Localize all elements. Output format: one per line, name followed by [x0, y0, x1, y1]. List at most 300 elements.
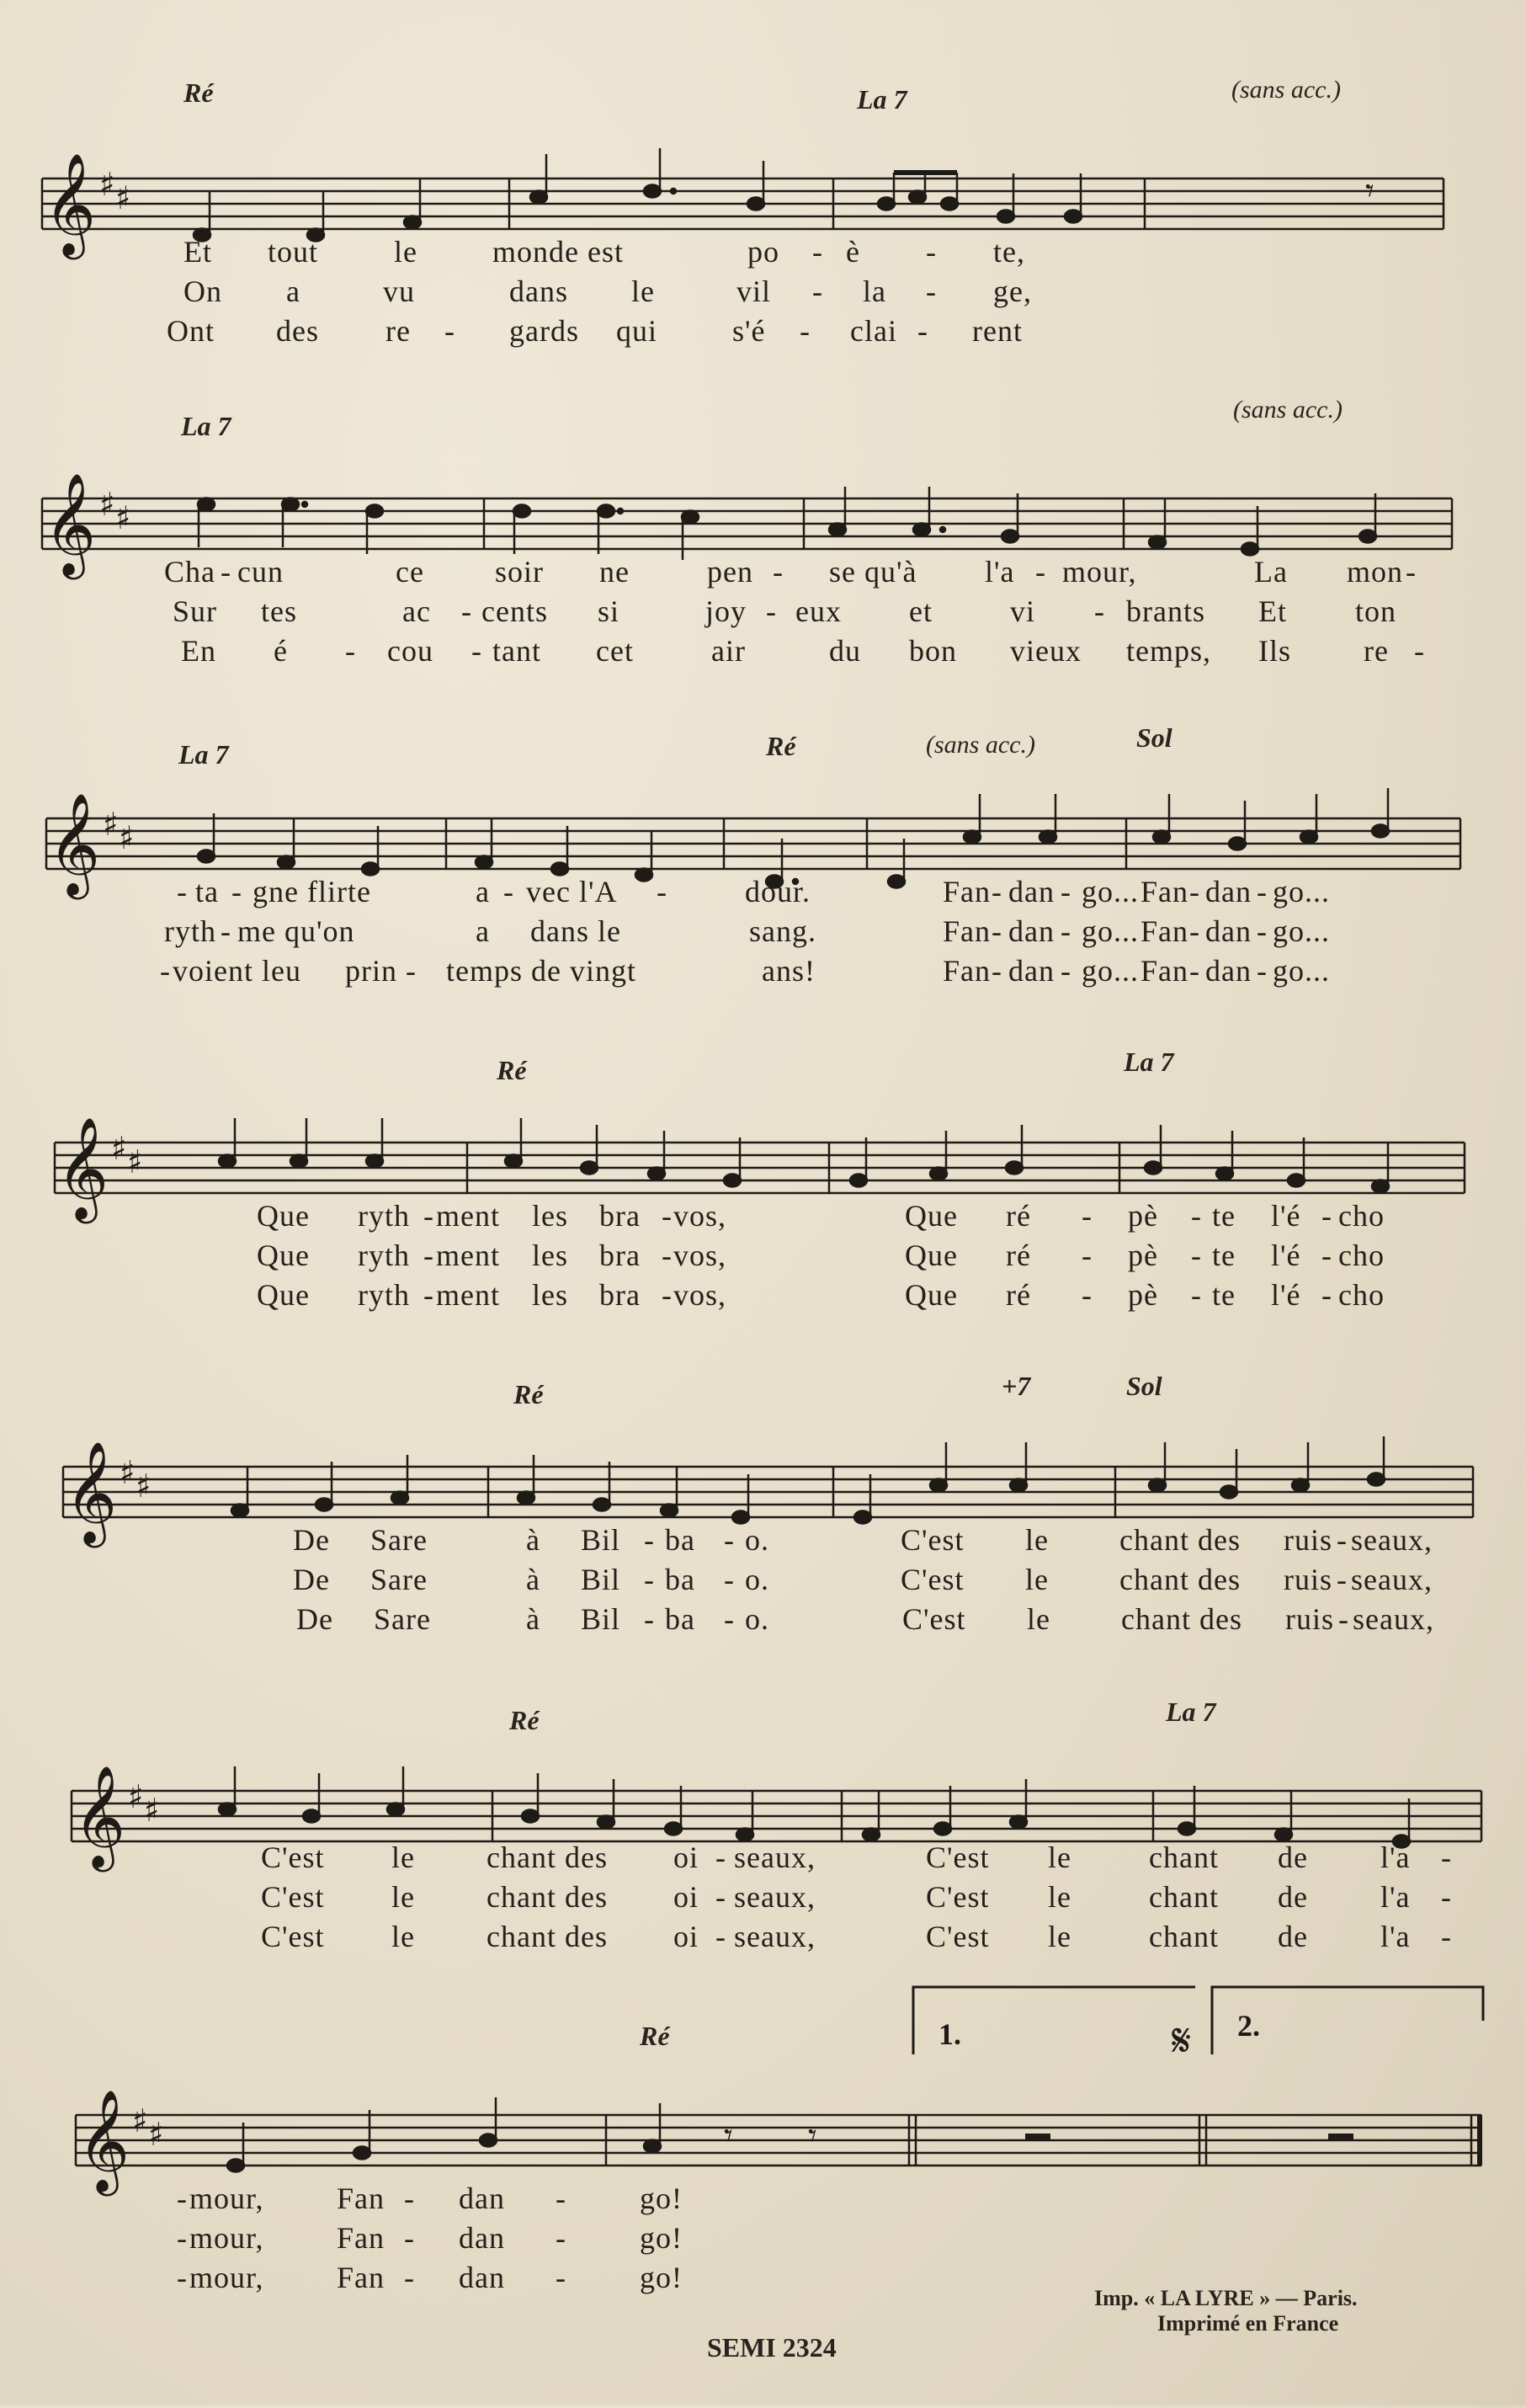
lyric-syllable: chant des — [487, 1920, 608, 1953]
lyric-syllable: - — [345, 634, 356, 668]
lyric-syllable: le — [391, 1841, 415, 1874]
lyric-syllable: ba — [665, 1523, 695, 1557]
lyric-syllable: ré — [1006, 1278, 1031, 1312]
lyric-syllable: Bil — [581, 1523, 621, 1557]
lyric-syllable: cho — [1338, 1239, 1385, 1272]
lyric-syllable: - — [662, 1239, 673, 1272]
treble-clef-icon: 𝄞 — [77, 2089, 130, 2192]
lyric-syllable: sang. — [749, 914, 816, 948]
lyric-syllable: go... — [1273, 875, 1330, 908]
lyric-syllable: C'est — [261, 1841, 325, 1874]
lyric-syllable: - — [812, 274, 823, 308]
lyric-syllable: chant — [1149, 1841, 1219, 1874]
lyric-syllable: - — [1321, 1278, 1332, 1312]
lyric-syllable: re — [385, 314, 411, 348]
lyric-syllable: - — [177, 2261, 188, 2294]
lyric-syllable: tout — [268, 235, 319, 269]
lyric-syllable: - — [404, 2221, 415, 2255]
lyric-verse-2 — [0, 594, 1526, 631]
lyric-syllable: Fan — [1141, 875, 1188, 908]
lyric-syllable: Ont — [167, 314, 215, 348]
lyric-syllable: On — [183, 274, 222, 308]
lyric-syllable: à — [526, 1563, 540, 1596]
lyric-syllable: vos, — [673, 1239, 727, 1272]
lyric-syllable: vec l'A — [526, 875, 618, 908]
chord-symbol: La 7 — [178, 739, 229, 770]
lyric-syllable: le — [1048, 1920, 1071, 1953]
lyric-verse-2 — [0, 914, 1526, 951]
lyric-syllable: ré — [1006, 1199, 1031, 1233]
lyric-syllable: dan — [1205, 914, 1252, 948]
lyric-syllable: l'a — [985, 555, 1015, 589]
lyric-syllable: - — [1321, 1199, 1332, 1233]
lyric-syllable: s'é — [732, 314, 766, 348]
lyric-syllable: Fan — [337, 2261, 385, 2294]
lyric-syllable: tant — [492, 634, 541, 668]
lyric-syllable: ne — [599, 555, 630, 589]
lyric-syllable: tes — [261, 594, 297, 628]
lyric-syllable: - — [1189, 914, 1200, 948]
lyric-syllable: du — [829, 634, 861, 668]
lyric-syllable: - — [1061, 954, 1071, 988]
lyric-syllable: De — [296, 1602, 333, 1636]
lyric-syllable: me qu'on — [237, 914, 355, 948]
lyric-syllable: Cha — [164, 555, 215, 589]
sharp-icon: ♯ — [127, 1143, 143, 1180]
lyric-syllable: La — [1254, 555, 1288, 589]
lyric-syllable: le — [391, 1920, 415, 1953]
lyric-syllable: ruis — [1285, 1602, 1334, 1636]
lyric-syllable: En — [181, 634, 216, 668]
lyric-syllable: - — [406, 954, 417, 988]
lyric-verse-3 — [0, 953, 1526, 990]
lyric-syllable: ruis — [1284, 1523, 1332, 1557]
lyric-syllable: bon — [909, 634, 957, 668]
lyric-syllable: Fan — [337, 2221, 385, 2255]
lyric-syllable: bra — [599, 1239, 641, 1272]
lyric-syllable: - — [992, 875, 1002, 908]
lyric-syllable: - — [423, 1199, 434, 1233]
treble-clef-icon: 𝄞 — [73, 1765, 126, 1867]
lyric-syllable: - — [724, 1602, 735, 1636]
lyric-syllable: temps, — [1126, 634, 1211, 668]
lyric-verse-1 — [0, 1840, 1526, 1877]
volta-2-label: 2. — [1237, 2009, 1260, 2043]
printer-line-1: Imp. « LA LYRE » — Paris. — [1094, 2286, 1358, 2310]
lyric-syllable: - — [404, 2261, 415, 2294]
lyric-syllable: - — [556, 2261, 566, 2294]
lyric-syllable: - — [926, 235, 937, 269]
lyric-syllable: - — [1257, 914, 1268, 948]
lyric-syllable: à — [526, 1602, 540, 1636]
lyric-syllable: ré — [1006, 1239, 1031, 1272]
lyric-syllable: - — [177, 2182, 188, 2215]
treble-clef-icon: 𝄞 — [56, 1116, 109, 1219]
lyric-syllable: - — [1337, 1523, 1348, 1557]
sharp-icon: ♯ — [99, 486, 115, 523]
lyric-syllable: go... — [1273, 914, 1330, 948]
lyric-syllable: - — [657, 875, 667, 908]
lyric-syllable: ment — [436, 1278, 500, 1312]
chord-symbol: Ré — [497, 1055, 527, 1085]
lyric-syllable: le — [1025, 1563, 1049, 1596]
lyric-syllable: pè — [1128, 1278, 1158, 1312]
lyric-syllable: a — [476, 914, 490, 948]
lyric-syllable: - — [503, 875, 514, 908]
sharp-icon: ♯ — [99, 166, 115, 203]
lyric-syllable: dan — [1008, 954, 1055, 988]
lyric-syllable: ryth — [358, 1278, 410, 1312]
lyric-syllable: te, — [993, 235, 1025, 269]
lyric-syllable: C'est — [901, 1563, 965, 1596]
lyric-syllable: - — [1082, 1199, 1093, 1233]
lyric-syllable: C'est — [901, 1523, 965, 1557]
chord-symbol: La 7 — [857, 84, 907, 115]
lyric-syllable: - — [1337, 1563, 1348, 1596]
lyric-syllable: Que — [257, 1199, 310, 1233]
lyric-syllable: le — [394, 235, 417, 269]
lyric-syllable: Que — [257, 1239, 310, 1272]
lyric-syllable: o. — [745, 1523, 769, 1557]
lyric-verse-1 — [0, 1198, 1526, 1235]
lyric-verse-1 — [0, 554, 1526, 591]
chord-symbol: Sol — [1136, 722, 1172, 753]
lyric-syllable: go! — [640, 2221, 683, 2255]
lyric-syllable: C'est — [261, 1880, 325, 1914]
lyric-syllable: - — [1441, 1880, 1452, 1914]
lyric-syllable: des — [276, 314, 319, 348]
lyric-syllable: - — [1189, 954, 1200, 988]
lyric-syllable: go... — [1082, 875, 1139, 908]
sharp-icon: ♯ — [103, 806, 119, 843]
lyric-syllable: dan — [1008, 914, 1055, 948]
lyric-syllable: ruis — [1284, 1563, 1332, 1596]
lyric-syllable: l'a — [1380, 1920, 1411, 1953]
lyric-syllable: vieux — [1010, 634, 1082, 668]
lyric-syllable: - — [1061, 875, 1071, 908]
lyric-syllable: chant des — [1119, 1523, 1241, 1557]
lyric-syllable: Fan — [943, 914, 991, 948]
lyric-syllable: - — [715, 1880, 726, 1914]
lyric-syllable: - — [917, 314, 928, 348]
lyric-verse-3 — [0, 1277, 1526, 1314]
lyric-syllable: - — [1082, 1278, 1093, 1312]
lyric-syllable: C'est — [926, 1880, 990, 1914]
lyric-syllable: - — [404, 2182, 415, 2215]
lyric-syllable: ans! — [762, 954, 816, 988]
lyric-syllable: le — [1027, 1602, 1050, 1636]
lyric-syllable: - — [644, 1563, 655, 1596]
lyric-syllable: Fan — [943, 875, 991, 908]
lyric-syllable: dour. — [745, 875, 811, 908]
chord-symbol: La 7 — [181, 411, 231, 441]
lyric-syllable: mon — [1347, 555, 1404, 589]
lyric-syllable: vi — [1010, 594, 1036, 628]
svg-text:𝄾: 𝄾 — [724, 2117, 733, 2155]
lyric-verse-3 — [0, 633, 1526, 670]
lyric-syllable: - — [662, 1199, 673, 1233]
treble-clef-icon: 𝄞 — [65, 1441, 118, 1543]
lyric-syllable: - — [444, 314, 455, 348]
lyric-syllable: seaux, — [1353, 1602, 1434, 1636]
lyric-syllable: - — [1338, 1602, 1349, 1636]
lyric-syllable: cho — [1338, 1278, 1385, 1312]
lyric-syllable: Ils — [1258, 634, 1291, 668]
svg-text:𝄾: 𝄾 — [808, 2117, 817, 2155]
lyric-syllable: pen — [707, 555, 753, 589]
lyric-syllable: - — [221, 914, 231, 948]
chord-symbol: La 7 — [1124, 1047, 1174, 1077]
chord-symbol: Sol — [1126, 1371, 1162, 1401]
lyric-syllable: prin — [345, 954, 397, 988]
lyric-verse-2 — [0, 274, 1526, 311]
lyric-syllable: cou — [387, 634, 433, 668]
lyric-syllable: oi — [673, 1920, 699, 1953]
lyric-syllable: ba — [665, 1563, 695, 1596]
lyric-syllable: a — [286, 274, 300, 308]
lyric-syllable: ta — [195, 875, 219, 908]
lyric-syllable: et — [909, 594, 933, 628]
lyric-syllable: bra — [599, 1278, 641, 1312]
lyric-syllable: - — [1035, 555, 1046, 589]
performance-direction: (sans acc.) — [1231, 76, 1341, 104]
lyric-syllable: te — [1212, 1199, 1236, 1233]
lyric-verse-3 — [0, 1919, 1526, 1956]
lyric-syllable: go... — [1082, 914, 1139, 948]
lyric-syllable: gards — [509, 314, 579, 348]
lyric-syllable: chant des — [487, 1841, 608, 1874]
lyric-syllable: pè — [1128, 1239, 1158, 1272]
lyric-syllable: chant des — [1119, 1563, 1241, 1596]
lyric-syllable: vos, — [673, 1199, 727, 1233]
lyric-syllable: oi — [673, 1841, 699, 1874]
lyric-syllable: - — [1094, 594, 1105, 628]
lyric-syllable: seaux, — [1351, 1563, 1433, 1596]
lyric-syllable: C'est — [902, 1602, 966, 1636]
lyric-syllable: - — [556, 2182, 566, 2215]
lyric-verse-1 — [0, 2181, 1526, 2218]
lyric-syllable: le — [391, 1880, 415, 1914]
lyric-verse-1 — [0, 1522, 1526, 1559]
lyric-verse-2 — [0, 1238, 1526, 1275]
lyric-syllable: Et — [1258, 594, 1287, 628]
sharp-icon: ♯ — [128, 1778, 144, 1815]
lyric-syllable: monde est — [492, 235, 624, 269]
lyric-syllable: ge, — [993, 274, 1032, 308]
lyric-syllable: - — [1191, 1239, 1202, 1272]
lyric-syllable: - — [644, 1602, 655, 1636]
lyric-syllable: l'a — [1380, 1880, 1411, 1914]
lyric-syllable: voient leu — [173, 954, 301, 988]
lyric-syllable: De — [293, 1563, 330, 1596]
lyric-syllable: - — [1441, 1841, 1452, 1874]
lyric-syllable: go! — [640, 2261, 683, 2294]
lyric-syllable: l'é — [1271, 1278, 1301, 1312]
lyric-syllable: - — [1189, 875, 1200, 908]
lyric-syllable: Fan — [1141, 954, 1188, 988]
lyric-syllable: o. — [745, 1563, 769, 1596]
lyric-syllable: te — [1212, 1278, 1236, 1312]
lyric-syllable: - — [1082, 1239, 1093, 1272]
lyric-syllable: dans — [509, 274, 568, 308]
lyric-verse-1 — [0, 234, 1526, 271]
lyric-syllable: mour, — [189, 2221, 264, 2255]
lyric-syllable: C'est — [261, 1920, 325, 1953]
performance-direction: (sans acc.) — [926, 731, 1035, 759]
lyric-syllable: go! — [640, 2182, 683, 2215]
chord-symbol: Ré — [766, 731, 796, 761]
lyric-syllable: Fan — [1141, 914, 1188, 948]
sharp-icon: ♯ — [148, 2116, 164, 2153]
lyric-syllable: te — [1212, 1239, 1236, 1272]
lyric-syllable: - — [1406, 555, 1417, 589]
lyric-syllable: ryth — [164, 914, 216, 948]
lyric-syllable: - — [1191, 1199, 1202, 1233]
lyric-syllable: - — [715, 1841, 726, 1874]
lyric-syllable: dan — [1205, 875, 1252, 908]
treble-clef-icon: 𝄞 — [44, 472, 97, 575]
lyric-syllable: Fan — [943, 954, 991, 988]
lyric-syllable: Et — [183, 235, 212, 269]
lyric-syllable: - — [662, 1278, 673, 1312]
lyric-syllable: air — [711, 634, 746, 668]
sharp-icon: ♯ — [119, 819, 135, 856]
lyric-syllable: les — [532, 1239, 568, 1272]
performance-direction: (sans acc.) — [1233, 396, 1343, 424]
lyric-syllable: temps de vingt — [446, 954, 636, 988]
lyric-syllable: ba — [665, 1602, 695, 1636]
lyric-syllable: - — [926, 274, 937, 308]
lyric-syllable: a — [476, 875, 490, 908]
lyric-syllable: - — [471, 634, 482, 668]
lyric-syllable: é — [274, 634, 288, 668]
lyric-syllable: - — [715, 1920, 726, 1953]
lyric-syllable: dan — [459, 2182, 505, 2215]
lyric-verse-2 — [0, 1562, 1526, 1599]
lyric-syllable: - — [160, 954, 171, 988]
chord-symbol: Ré — [640, 2021, 670, 2051]
lyric-syllable: - — [773, 555, 784, 589]
lyric-syllable: gne flirte — [253, 875, 371, 908]
lyric-syllable: le — [631, 274, 655, 308]
lyric-syllable: soir — [495, 555, 544, 589]
lyric-syllable: qui — [616, 314, 658, 348]
lyric-syllable: seaux, — [734, 1920, 816, 1953]
lyric-syllable: ment — [436, 1239, 500, 1272]
printer-line-2: Imprimé en France — [1157, 2311, 1339, 2336]
lyric-syllable: seaux, — [734, 1880, 816, 1914]
lyric-syllable: les — [532, 1199, 568, 1233]
chord-symbol: Ré — [513, 1379, 544, 1409]
segno-icon: 𝄋 — [1172, 2014, 1192, 2067]
lyric-syllable: po — [747, 235, 779, 269]
lyric-syllable: pè — [1128, 1199, 1158, 1233]
sharp-icon: ♯ — [136, 1468, 152, 1505]
lyric-syllable: mour, — [189, 2261, 264, 2294]
lyric-syllable: chant — [1149, 1920, 1219, 1953]
lyric-syllable: Que — [905, 1278, 958, 1312]
lyric-syllable: ryth — [358, 1239, 410, 1272]
lyric-syllable: - — [231, 875, 242, 908]
lyric-syllable: - — [1191, 1278, 1202, 1312]
sharp-icon: ♯ — [111, 1130, 127, 1167]
lyric-syllable: C'est — [926, 1920, 990, 1953]
lyric-syllable: les — [532, 1278, 568, 1312]
lyric-syllable: - — [556, 2221, 566, 2255]
svg-text:𝄾: 𝄾 — [1365, 172, 1374, 210]
lyric-syllable: De — [293, 1523, 330, 1557]
lyric-syllable: - — [1257, 875, 1268, 908]
lyric-syllable: l'é — [1271, 1199, 1301, 1233]
lyric-syllable: mour, — [1062, 555, 1137, 589]
lyric-syllable: è — [846, 235, 860, 269]
lyric-syllable: vos, — [673, 1278, 727, 1312]
lyric-syllable: - — [1061, 914, 1071, 948]
lyric-syllable: joy — [705, 594, 747, 628]
lyric-syllable: dans le — [530, 914, 621, 948]
lyric-syllable: chant des — [487, 1880, 608, 1914]
lyric-verse-3 — [0, 313, 1526, 350]
sharp-icon: ♯ — [144, 1792, 160, 1829]
lyric-syllable: - — [766, 594, 777, 628]
lyric-syllable: - — [177, 875, 188, 908]
lyric-syllable: - — [1414, 634, 1425, 668]
lyric-syllable: l'a — [1380, 1841, 1411, 1874]
lyric-syllable: eux — [795, 594, 842, 628]
sharp-icon: ♯ — [115, 179, 131, 216]
treble-clef-icon: 𝄞 — [48, 792, 101, 895]
lyric-syllable: o. — [745, 1602, 769, 1636]
lyric-syllable: - — [644, 1523, 655, 1557]
lyric-syllable: chant — [1149, 1880, 1219, 1914]
lyric-syllable: - — [461, 594, 472, 628]
lyric-syllable: Que — [905, 1199, 958, 1233]
catalog-number: SEMI 2324 — [707, 2332, 837, 2363]
lyric-verse-2 — [0, 2220, 1526, 2257]
volta-1-label: 1. — [938, 2017, 961, 2051]
chord-symbol: Ré — [183, 77, 214, 108]
lyric-syllable: Que — [905, 1239, 958, 1272]
lyric-syllable: le — [1048, 1841, 1071, 1874]
lyric-syllable: de — [1278, 1841, 1308, 1874]
lyric-syllable: ryth — [358, 1199, 410, 1233]
lyric-syllable: - — [800, 314, 811, 348]
lyric-verse-1 — [0, 874, 1526, 911]
lyric-syllable: Sare — [370, 1563, 428, 1596]
lyric-syllable: seaux, — [734, 1841, 816, 1874]
lyric-syllable: C'est — [926, 1841, 990, 1874]
lyric-syllable: - — [423, 1278, 434, 1312]
lyric-syllable: oi — [673, 1880, 699, 1914]
lyric-syllable: - — [724, 1523, 735, 1557]
lyric-syllable: de — [1278, 1920, 1308, 1953]
lyric-syllable: - — [221, 555, 231, 589]
lyric-syllable: Bil — [581, 1602, 621, 1636]
lyric-syllable: bra — [599, 1199, 641, 1233]
lyric-syllable: ton — [1355, 594, 1397, 628]
chord-symbol: La 7 — [1166, 1697, 1216, 1727]
lyric-verse-3 — [0, 1601, 1526, 1638]
lyric-syllable: cet — [596, 634, 634, 668]
treble-clef-icon: 𝄞 — [44, 152, 97, 255]
lyric-syllable: la — [863, 274, 886, 308]
lyric-syllable: seaux, — [1351, 1523, 1433, 1557]
sharp-icon: ♯ — [120, 1454, 136, 1491]
lyric-syllable: - — [1441, 1920, 1452, 1953]
lyric-syllable: ce — [396, 555, 424, 589]
lyric-syllable: - — [1321, 1239, 1332, 1272]
sharp-icon: ♯ — [132, 2102, 148, 2139]
